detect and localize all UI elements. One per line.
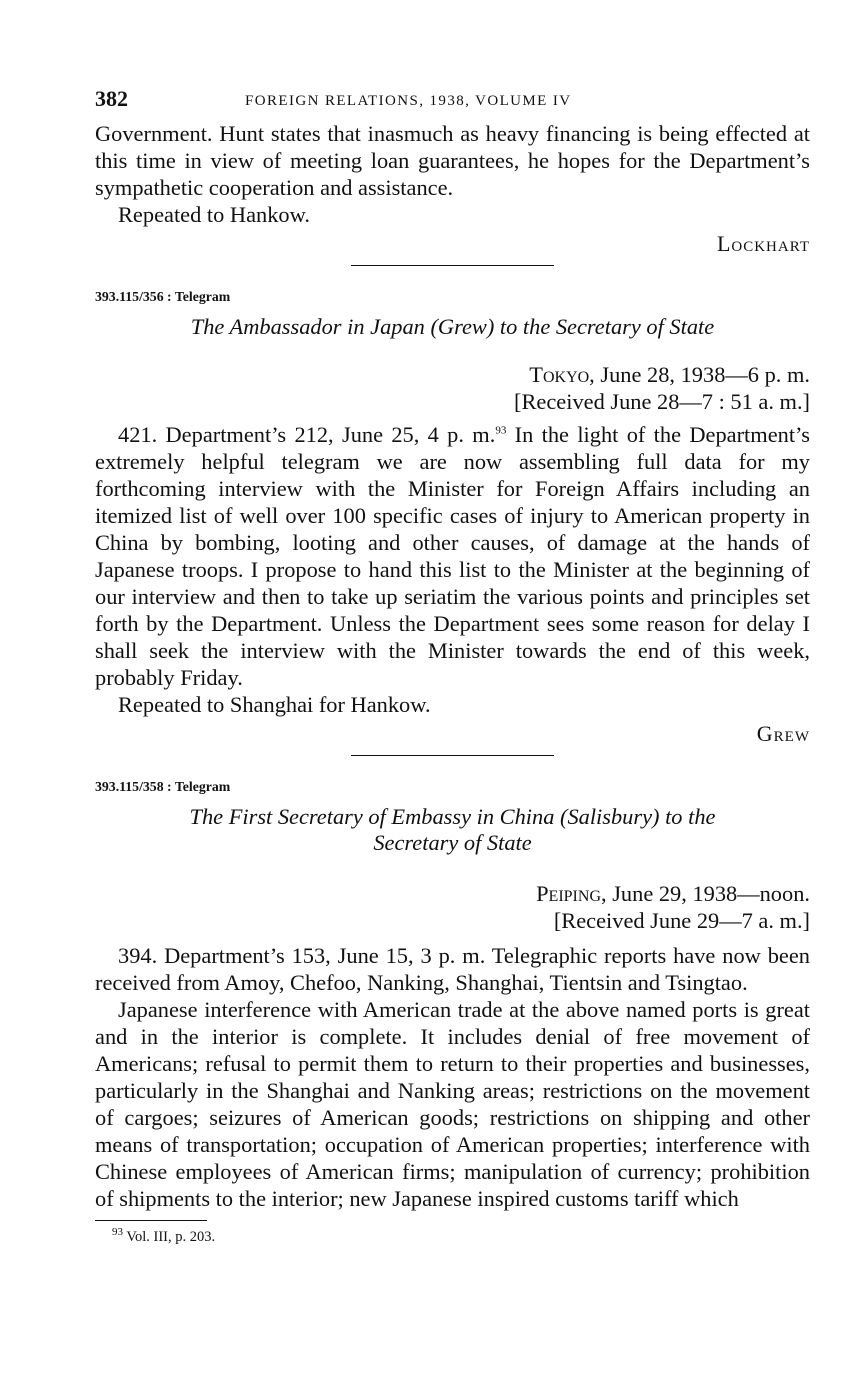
doc-reference: 393.115/356 : Telegram (95, 289, 231, 304)
section-divider (351, 755, 554, 756)
page-header (95, 86, 810, 120)
intro-repeated: Repeated to Hankow. (118, 202, 310, 227)
body-end: In the light of the Department’s extremely helpful telegram we are now assembling full data for my forthcoming interview with the Minister for Foreign Affairs including an itemized list of well over 100 specific cases of injury to American property in China by bombing, looting and other causes, of damage at the hands of Japanese troops. I propose to hand this list to the Minister at the beginning of our interview and then to take up seriatim the various points and principles set forth by the Department. Unless the Department sees some reason for delay I shall seek the interview with the Minister towards the end of this week, probably Friday. (95, 422, 810, 690)
footnote-number: 93 (112, 1226, 123, 1239)
dateline-date: June 29, 1938—noon. (612, 881, 810, 906)
document-page (95, 86, 810, 1246)
doc-title (95, 804, 810, 856)
footnote-rule (95, 1220, 207, 1221)
dateline (95, 361, 810, 388)
running-head: FOREIGN RELATIONS, 1938, VOLUME IV (245, 93, 572, 109)
footnote-marker: 93 (495, 424, 507, 437)
body-start: 421. Department’s 212, June 25, 4 p. m. (118, 422, 496, 447)
footnote-text: Vol. III, p. 203. (123, 1229, 216, 1245)
dateline-place: Peiping, (536, 881, 607, 906)
received-line: [Received June 29—7 a. m.] (553, 908, 810, 933)
footnote (95, 1226, 810, 1246)
dateline (95, 880, 810, 907)
doc-title-line: Secretary of State (373, 830, 532, 855)
signature-lockhart: Lockhart (716, 231, 810, 256)
received-line: [Received June 28—7 : 51 a. m.] (514, 389, 810, 414)
dateline-date: June 28, 1938—6 p. m. (600, 362, 810, 387)
intro-paragraph: Government. Hunt states that inasmuch as heavy financing is being effected at this time in view of meeting loan guarantees, he hopes for the Department’s sympathetic cooperation and assistance. (95, 121, 810, 200)
page-number: 382 (95, 86, 128, 111)
body-paragraph (95, 421, 810, 691)
dateline-place: Tokyo, (529, 362, 595, 387)
doc-reference: 393.115/358 : Telegram (95, 779, 231, 794)
doc-title-line: The First Secretary of Embassy in China (Salisbury) to the (189, 804, 716, 829)
body-paragraph: 394. Department’s 153, June 15, 3 p. m. Telegraphic reports have now been received from Amoy, Chefoo, Nanking, Shanghai, Tientsin and Tsingtao. (95, 943, 810, 995)
doc1-repeated: Repeated to Shanghai for Hankow. (118, 692, 431, 717)
body-paragraph: Japanese interference with American trade at the above named ports is great and in the interior is complete. It includes denial of free movement of Americans; refusal to permit them to return to their properties and businesses, particularly in the Shanghai and Nanking areas; restrictions on the movement of cargoes; seizures of American goods; restrictions on shipping and other means of transportation; occupation of American properties; interference with Chinese employees of American firms; manipulation of currency; prohibition of shipments to the interior; new Japanese inspired customs tariff which (95, 997, 810, 1211)
section-divider (351, 265, 554, 266)
doc-title: The Ambassador in Japan (Grew) to the Secretary of State (190, 314, 715, 339)
signature-grew: Grew (756, 721, 810, 746)
